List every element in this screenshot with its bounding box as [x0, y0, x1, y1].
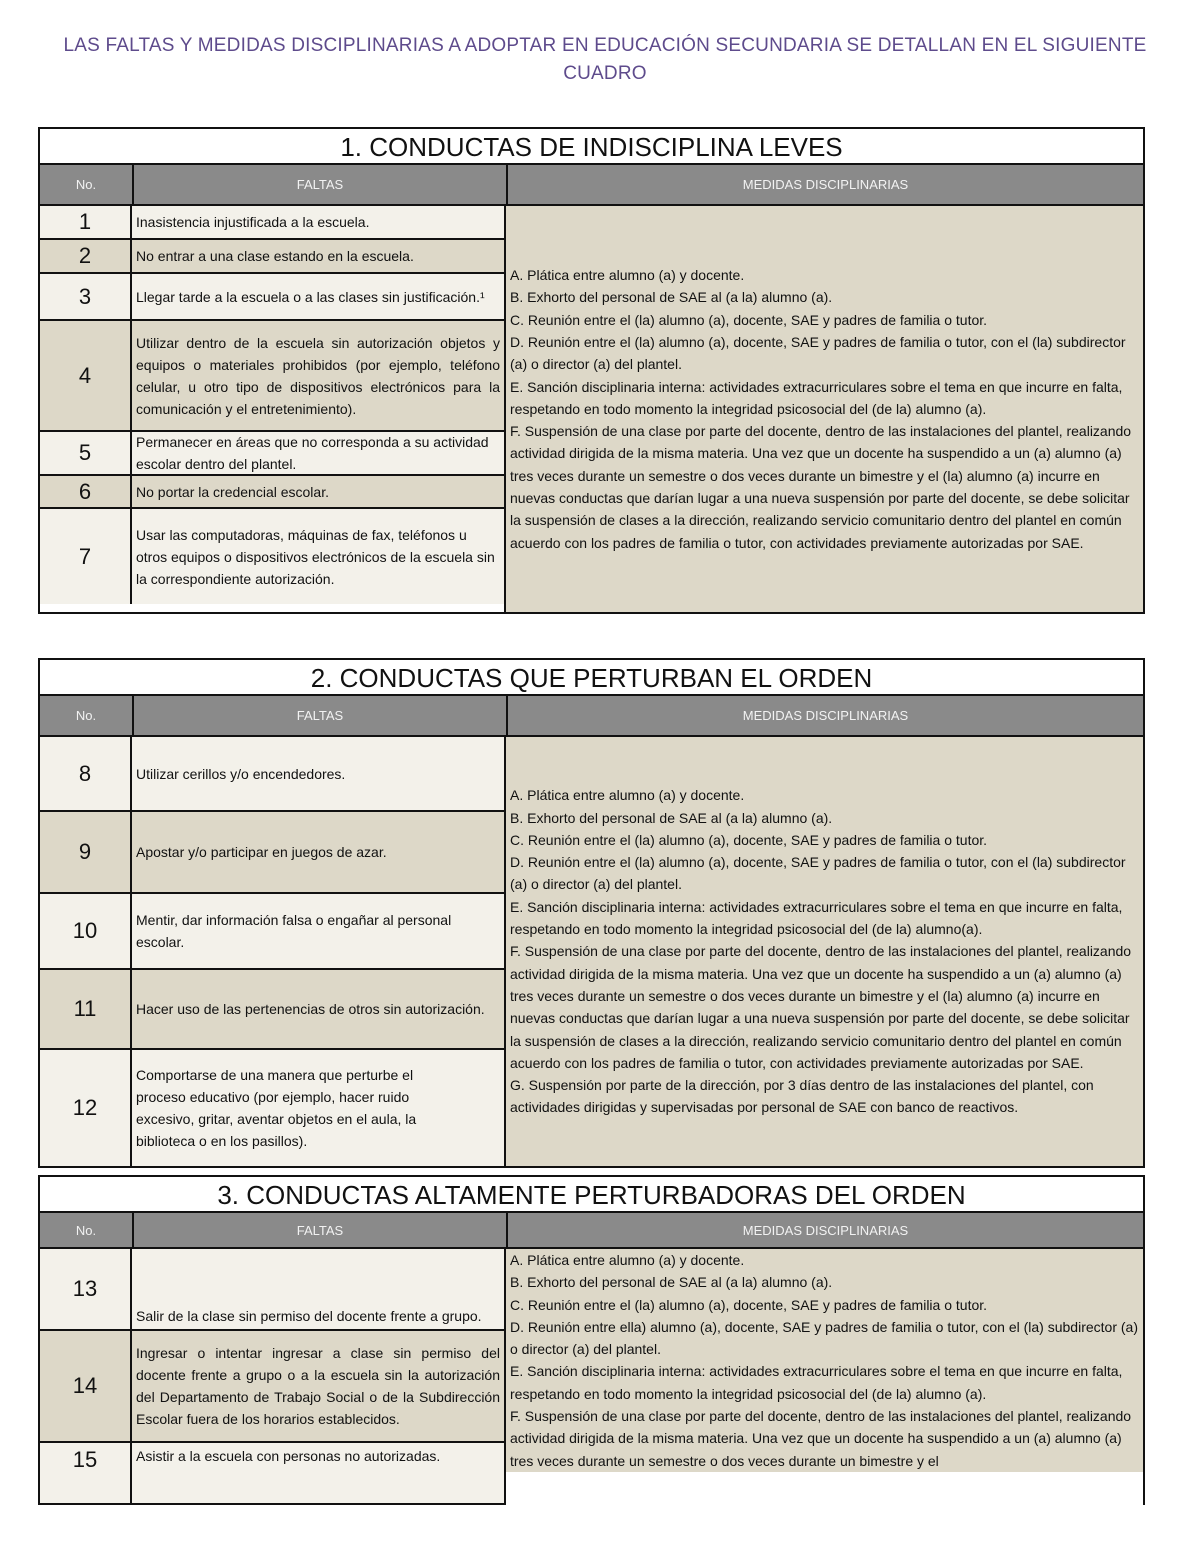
row-number: 3	[40, 274, 132, 319]
table-row	[40, 737, 504, 810]
row-number: 5	[40, 432, 132, 474]
table-row	[40, 238, 504, 272]
row-falta: Ingresar o intentar ingresar a clase sin permiso del docente frente a grupo o a la escuela sin la autorización del Departamento de Trabajo Social o de la Subdirección Escolar fuera de los horarios establecidos.	[136, 1345, 500, 1427]
table-header	[38, 696, 1145, 737]
table-header	[38, 1213, 1145, 1249]
medida-item: B. Exhorto del personal de SAE al (a la) alumno (a).	[510, 289, 833, 306]
row-falta: Apostar y/o participar en juegos de azar.	[136, 844, 387, 860]
header-no: No.	[40, 165, 134, 204]
medida-item: A. Plática entre alumno (a) y docente.	[510, 267, 745, 284]
medida-item: D. Reunión entre el (la) alumno (a), docente, SAE y padres de familia o tutor, con el (la) subdirector (a) o director (a) del plantel.	[510, 333, 1126, 373]
section-title: 3. CONDUCTAS ALTAMENTE PERTURBADORAS DEL ORDEN	[38, 1175, 1145, 1213]
medidas-disciplinarias	[506, 737, 1143, 1166]
header-no: No.	[40, 1213, 134, 1247]
table-row	[40, 507, 504, 604]
medida-item: E. Sanción disciplinaria interna: actividades extracurriculares sobre el tema en que incurre en falta, respetando en todo momento la integridad psicosocial del (de la) alumno (a).	[510, 378, 1123, 417]
table-row	[40, 430, 504, 474]
row-falta: Hacer uso de las pertenencias de otros sin autorización.	[136, 1001, 485, 1017]
table-row	[40, 968, 504, 1048]
medida-item: C. Reunión entre el (la) alumno (a), docente, SAE y padres de familia o tutor.	[510, 831, 988, 848]
header-faltas: FALTAS	[134, 165, 508, 204]
row-number: 13	[40, 1249, 132, 1329]
section-title: 2. CONDUCTAS QUE PERTURBAN EL ORDEN	[38, 658, 1145, 696]
row-falta: No entrar a una clase estando en la escuela.	[136, 248, 414, 264]
row-number: 7	[40, 509, 132, 604]
row-number: 1	[40, 206, 132, 238]
table-row	[40, 206, 504, 238]
medida-item: C. Reunión entre el (la) alumno (a), docente, SAE y padres de familia o tutor.	[510, 311, 988, 328]
row-number: 12	[40, 1050, 132, 1166]
section-2-table	[38, 658, 1145, 1168]
row-falta: Inasistencia injustificada a la escuela.	[136, 214, 370, 230]
medida-item: D. Reunión entre ella) alumno (a), docente, SAE y padres de familia o tutor, con el (la) subdirector (a) o director (a) del plantel.	[510, 1318, 1138, 1358]
table-row	[40, 810, 504, 892]
row-falta: Mentir, dar información falsa o engañar al personal escolar.	[136, 912, 452, 950]
header-medidas: MEDIDAS DISCIPLINARIAS	[742, 708, 909, 723]
header-faltas: FALTAS	[134, 696, 508, 735]
table-header	[38, 165, 1145, 206]
medida-item: A. Plática entre alumno (a) y docente.	[510, 1252, 745, 1268]
medida-item: F. Suspensión de una clase por parte del docente, dentro de las instalaciones del plantel, realizando actividad dirigida de la misma materia. Una vez que un docente ha suspendido a un (a) alumno (a) tres veces durante un semestre o dos veces durante un bimestre y el (la) alumno (a) incurre en nuevas conductas que darían lugar a una nueva suspensión por parte del docente, se debe solicitar la suspensión de clases a la dirección, realizando servicio comunitario dentro del plantel en común acuerdo con los padres de familia o tutor, con actividades previamente autorizadas por SAE.	[510, 943, 1132, 1071]
row-falta: Comportarse de una manera que perturbe el proceso educativo (por ejemplo, hacer ruido excesivo, gritar, aventar objetos en el aula, la biblioteca o en los pasillos).	[136, 1067, 417, 1149]
medidas-disciplinarias	[506, 206, 1143, 612]
header-medidas: MEDIDAS DISCIPLINARIAS	[742, 177, 909, 192]
row-number: 9	[40, 812, 132, 892]
medida-item: F. Suspensión de una clase por parte del docente, dentro de las instalaciones del plantel, realizando actividad dirigida de la misma materia. Una vez que un docente ha suspendido a un (a) alumno (a) tres veces durante un semestre o dos veces durante un bimestre y el (la) alumno (a) incurre en nuevas conductas que darían lugar a una nueva suspensión por parte del docente, se debe solicitar la suspensión de clases a la dirección, realizando servicio comunitario dentro del plantel en común acuerdo con los padres de familia o tutor, con actividades previamente autorizadas por SAE.	[510, 423, 1132, 551]
row-number: 4	[40, 321, 132, 430]
row-number: 2	[40, 240, 132, 272]
section-1-table	[38, 127, 1145, 614]
page-title: LAS FALTAS Y MEDIDAS DISCIPLINARIAS A ADOPTAR EN EDUCACIÓN SECUNDARIA SE DETALLAN EN EL SIGUIENTE CUADRO	[63, 35, 1147, 84]
table-row	[40, 1249, 504, 1329]
header-medidas: MEDIDAS DISCIPLINARIAS	[742, 1222, 909, 1238]
table-row	[40, 272, 504, 319]
section-3-table	[38, 1175, 1145, 1505]
row-number: 15	[40, 1443, 132, 1503]
section-title: 1. CONDUCTAS DE INDISCIPLINA LEVES	[38, 127, 1145, 165]
medida-item: B. Exhorto del personal de SAE al (a la) alumno (a).	[510, 809, 833, 826]
medida-item: A. Plática entre alumno (a) y docente.	[510, 787, 745, 804]
row-number: 6	[40, 476, 132, 507]
row-falta: No portar la credencial escolar.	[136, 483, 329, 500]
table-row	[40, 1441, 504, 1503]
header-no: No.	[40, 696, 134, 735]
medida-item: C. Reunión entre el (la) alumno (a), docente, SAE y padres de familia o tutor.	[510, 1296, 988, 1313]
row-falta: Utilizar cerillos y/o encendedores.	[136, 765, 346, 782]
table-row	[40, 474, 504, 507]
row-number: 8	[40, 737, 132, 810]
row-falta: Permanecer en áreas que no corresponda a su actividad escolar dentro del plantel.	[136, 434, 489, 472]
row-falta: Usar las computadoras, máquinas de fax, teléfonos u otros equipos o dispositivos electrónicos de la escuela sin la correspondiente autorización.	[136, 526, 495, 587]
medida-item: E. Sanción disciplinaria interna: actividades extracurriculares sobre el tema en que incurre en falta, respetando en todo momento la integridad psicosocial del (de la) alumno(a).	[510, 898, 1123, 938]
row-falta: Utilizar dentro de la escuela sin autorización objetos y equipos o materiales prohibidos (por ejemplo, teléfono celular, u otro tipo de dispositivos electrónicos para la comunicación y el entretenimiento).	[136, 334, 500, 417]
medidas-disciplinarias	[506, 1249, 1143, 1505]
row-number: 11	[40, 970, 132, 1048]
medida-item: B. Exhorto del personal de SAE al (a la) alumno (a).	[510, 1274, 833, 1291]
row-falta: Llegar tarde a la escuela o a las clases sin justificación.¹	[136, 288, 485, 305]
table-row	[40, 319, 504, 430]
medida-item: E. Sanción disciplinaria interna: actividades extracurriculares sobre el tema en que incurre en falta, respetando en todo momento la integridad psicosocial del (de la) alumno (a).	[510, 1363, 1123, 1402]
header-faltas: FALTAS	[134, 1213, 508, 1247]
row-falta: Salir de la clase sin permiso del docente frente a grupo.	[136, 1308, 482, 1324]
medida-item: G. Suspensión por parte de la dirección, por 3 días dentro de las instalaciones del plantel, con actividades dirigidas y supervisadas por personal de SAE con banco de reactivos.	[510, 1077, 1094, 1116]
medida-item: D. Reunión entre el (la) alumno (a), docente, SAE y padres de familia o tutor, con el (la) subdirector (a) o director (a) del plantel.	[510, 854, 1126, 893]
row-number: 14	[40, 1331, 132, 1441]
medida-item: F. Suspensión de una clase por parte del docente, dentro de las instalaciones del plantel, realizando actividad dirigida de la misma materia. Una vez que un docente ha suspendido a un (a) alumno (a) tres veces durante un semestre o dos veces durante un bimestre y el	[510, 1408, 1132, 1469]
row-falta: Asistir a la escuela con personas no autorizadas.	[136, 1448, 441, 1464]
table-row	[40, 892, 504, 968]
table-row	[40, 1048, 504, 1166]
table-row	[40, 1329, 504, 1441]
row-number: 10	[40, 894, 132, 968]
